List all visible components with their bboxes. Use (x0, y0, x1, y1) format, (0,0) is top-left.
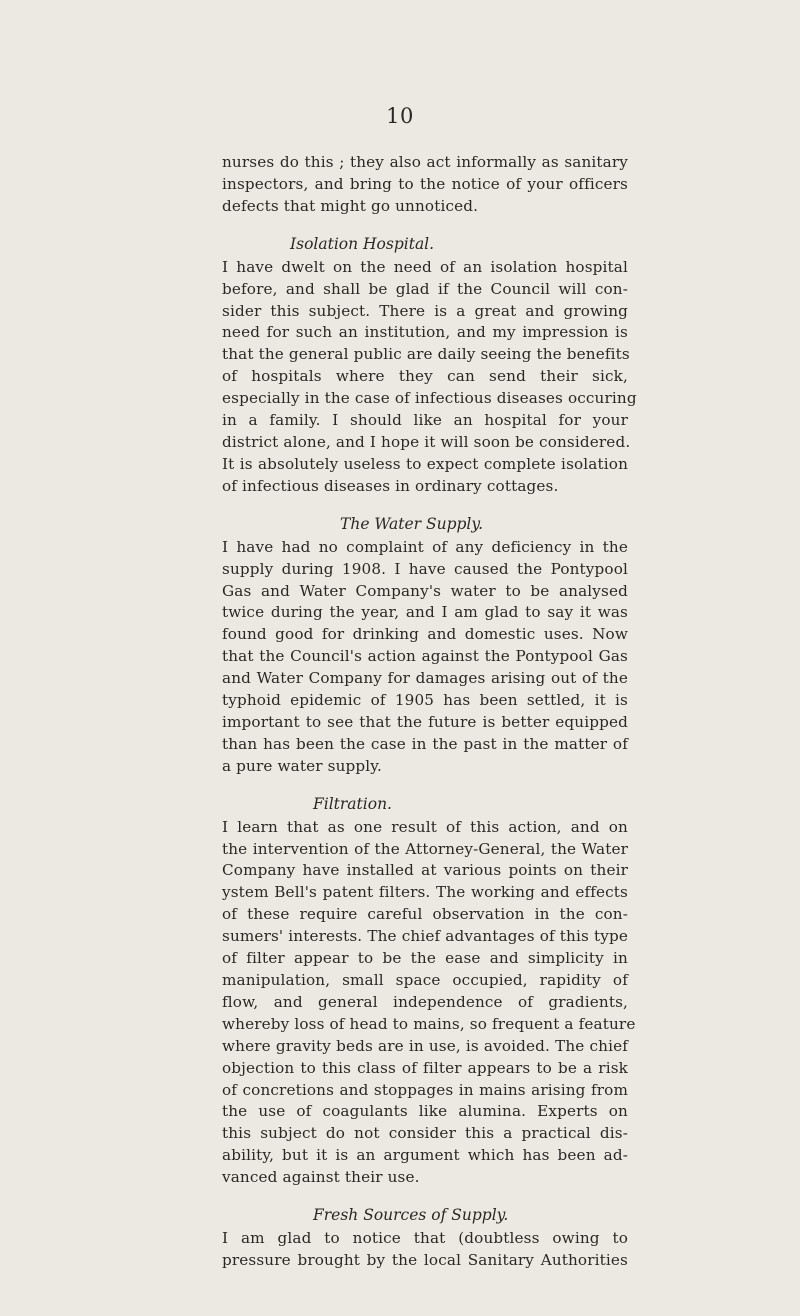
paragraph-water-supply (222, 537, 628, 778)
text-line: and Water Company for damages arising out of the (222, 669, 628, 688)
text-line: manipulation, small space occupied, rapidity of (222, 971, 628, 989)
text-line: I am glad to notice that (doubtless owing to (222, 1229, 628, 1248)
text-line: objection to this class of filter appears to be a risk (222, 1058, 628, 1077)
text-line: typhoid epidemic of 1905 has been settled, it is (222, 691, 628, 710)
text-line: where gravity beds are in use, is avoided. The chief (222, 1036, 628, 1055)
text-line: need for such an institution, and my impression is (222, 323, 628, 342)
text-line: the intervention of the Attorney-General, the Water (222, 839, 628, 858)
section-heading-filtration: Filtration. (313, 794, 392, 813)
text-line: than has been the case in the past in the matter of (222, 734, 628, 753)
text-line: important to see that the future is better equipped (222, 712, 628, 731)
text-line: vanced against their use. (222, 1168, 420, 1187)
intro-paragraph (222, 152, 628, 218)
text-line: I have had no complaint of any deficiency in the (222, 537, 628, 556)
text-line: I learn that as one result of this action, and on (222, 817, 628, 836)
text-line: of concretions and stoppages in mains arising from (222, 1080, 628, 1099)
text-line: a pure water supply. (222, 756, 382, 775)
paragraph-isolation-hospital (222, 257, 637, 498)
text-line: pressure brought by the local Sanitary Authorities (222, 1250, 628, 1269)
text-line: that the Council's action against the Pontypool Gas (222, 647, 628, 666)
text-line: that the general public are daily seeing the benefits (222, 345, 630, 364)
text-line: flow, and general independence of gradients, (222, 992, 628, 1011)
text-line: inspectors, and bring to the notice of your officers (222, 174, 628, 193)
page-body (222, 152, 637, 1272)
text-line: ability, but it is an argument which has been ad- (222, 1146, 628, 1165)
text-line: before, and shall be glad if the Council will con- (222, 279, 628, 298)
text-line: twice during the year, and I am glad to say it was (222, 603, 628, 622)
text-line: the use of coagulants like alumina. Experts on (222, 1102, 628, 1121)
text-line: especially in the case of infectious diseases occuring (222, 389, 637, 408)
text-line: of hospitals where they can send their sick, (222, 367, 628, 386)
text-line: Gas and Water Company's water to be analysed (222, 581, 628, 600)
text-line: whereby loss of head to mains, so frequent a feature (222, 1014, 636, 1033)
paragraph-filtration (222, 817, 636, 1189)
paragraph-fresh-sources (222, 1228, 628, 1272)
text-line: defects that might go unnoticed. (222, 196, 479, 215)
text-line: in a family. I should like an hospital for your (222, 411, 628, 430)
text-line: of these require careful observation in the con- (222, 905, 628, 924)
text-line: sumers' interests. The chief advantages of this type (222, 927, 628, 946)
text-line: district alone, and I hope it will soon be considered. (222, 432, 631, 451)
text-line: this subject do not consider this a practical dis- (222, 1124, 628, 1143)
text-line: supply during 1908. I have caused the Pontypool (222, 559, 628, 578)
text-line: of filter appear to be the ease and simplicity in (222, 949, 628, 968)
page-number: 10 (386, 104, 414, 128)
text-line: found good for drinking and domestic uses. Now (222, 625, 628, 644)
section-heading-water-supply: The Water Supply. (340, 514, 484, 533)
text-line: ystem Bell's patent filters. The working and effects (222, 883, 628, 902)
text-line: It is absolutely useless to expect complete isolation (222, 454, 628, 473)
text-line: of infectious diseases in ordinary cottages. (222, 476, 559, 495)
text-line: nurses do this ; they also act informally as sanitary (222, 153, 628, 171)
section-heading-fresh-sources: Fresh Sources of Supply. (313, 1206, 509, 1225)
text-line: I have dwelt on the need of an isolation hospital (222, 257, 628, 276)
section-heading-isolation-hospital: Isolation Hospital. (290, 234, 435, 253)
text-line: Company have installed at various points on their (222, 861, 628, 880)
text-line: sider this subject. There is a great and growing (222, 301, 628, 320)
